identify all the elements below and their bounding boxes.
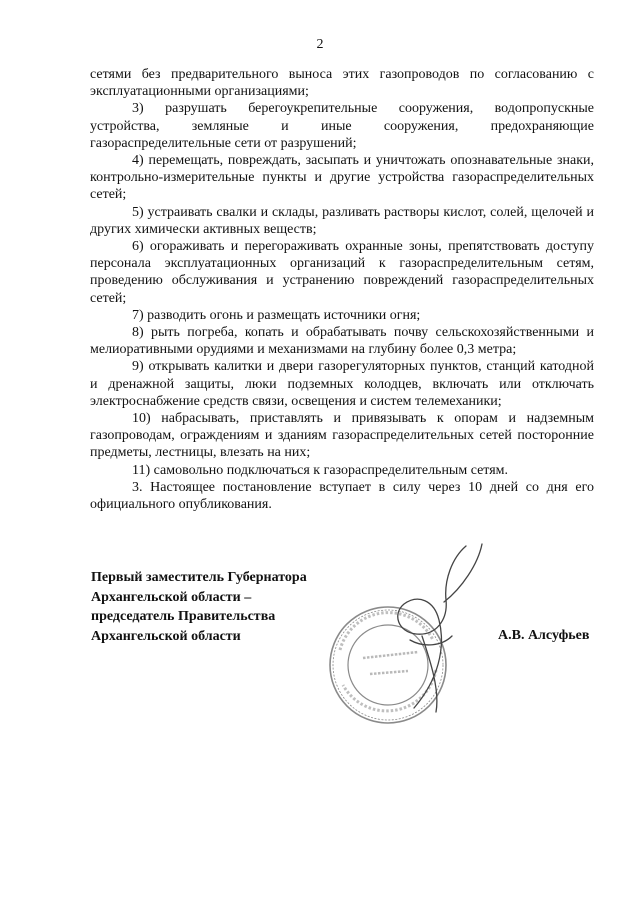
paragraph: 6) огораживать и перегораживать охранные зоны, препятствовать доступу персонала эксплуатационных организаций к газораспределительным сетям, проведению обслуживания и устранению повреждений газораспределительных сетей; <box>90 239 594 306</box>
paragraph: 8) рыть погреба, копать и обрабатывать почву сельскохозяйственными и мелиоративными орудиями и механизмами на глубину более 0,3 метра; <box>90 325 594 358</box>
paragraph: 5) устраивать свалки и склады, разливать растворы кислот, солей, щелочей и других химически активных веществ; <box>90 204 594 237</box>
paragraph: сетями без предварительного выноса этих газопроводов по согласованию с эксплуатационными организациями; <box>90 67 594 100</box>
paragraph: 7) разводить огонь и размещать источники огня; <box>132 307 421 323</box>
document-body <box>90 66 594 513</box>
signatory-title-line: Первый заместитель Губернатора <box>91 570 307 585</box>
signatory-title-line: Архангельской области <box>91 628 241 644</box>
page-number: 2 <box>316 37 324 52</box>
handwritten-signature <box>398 544 482 712</box>
paragraph: 3) разрушать берегоукрепительные сооружения, водопропускные устройства, земляные и иные сооружения, предохраняющие газораспределительные сети от разрушений; <box>90 101 594 151</box>
paragraph: 4) перемещать, повреждать, засыпать и уничтожать опознавательные знаки, контрольно-измерительные пункты и другие устройства газораспределительных сетей; <box>90 153 594 203</box>
paragraph: 11) самовольно подключаться к газораспределительным сетям. <box>132 462 509 478</box>
signatory-title-line: председатель Правительства <box>91 609 276 624</box>
signatory-title <box>91 568 351 646</box>
signatory-name: А.В. Алсуфьев <box>498 628 590 643</box>
paragraph: 10) набрасывать, приставлять и привязывать к опорам и надземным газопроводам, ограждениям и зданиям газораспределительных сетей посторонние предметы, лестницы, влезать на них; <box>90 411 594 461</box>
seal-stamp <box>330 607 446 723</box>
paragraph: 9) открывать калитки и двери газорегуляторных пунктов, станций катодной и дренажной защиты, люки подземных колодцев, включать или отключать электроснабжение средств связи, освещения и систем телемеханики; <box>90 359 594 409</box>
paragraph: 3. Настоящее постановление вступает в силу через 10 дней со дня его официального опубликования. <box>90 479 594 513</box>
signatory-title-line: Архангельской области – <box>91 589 252 605</box>
seal-and-signature <box>318 540 498 740</box>
